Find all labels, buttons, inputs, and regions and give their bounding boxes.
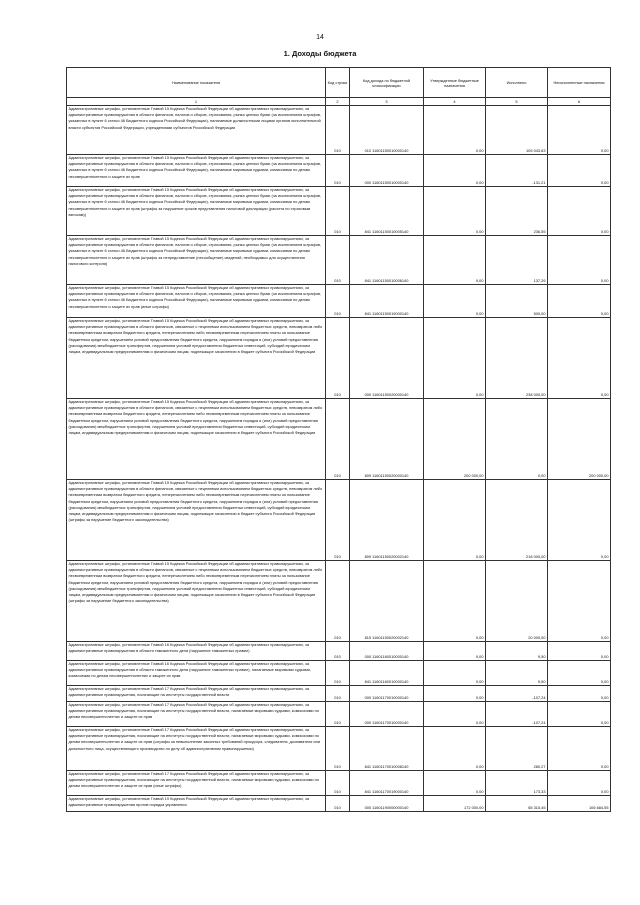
row-income-code-cell: 841 11601160010000140 — [350, 661, 424, 686]
row-name-cell: Административные штрафы, установленные Главой 16 Кодекса Российской Федерации об административных правонарушениях, за административные правонарушения в области таможенного дела (нарушение таможенных правил) — [67, 642, 326, 661]
row-name-cell: Административные штрафы, установленные Главой 15 Кодекса Российской Федерации об административных правонарушениях, за административные правонарушения в области финансов, налогов и сборов, страхования, рынка ценных бумаг (за исключением штрафов, указанных в пункте 6 статьи 46 Бюджетного кодекса Российской Федерации), налагаемые мировыми судьями, комиссиями по делам несовершеннолетних и защите их прав (штрафы за нарушение сроков представления налоговой декларации (расчета по страховым взносам)) — [67, 187, 326, 236]
header-remaining: Неисполненные назначения — [548, 68, 611, 98]
column-number-row — [67, 98, 611, 106]
budget-income-table — [66, 67, 611, 812]
row-executed-cell: 236,55 — [486, 187, 548, 236]
row-approved-cell: 0,00 — [424, 561, 486, 642]
table-row — [67, 285, 611, 318]
row-approved-cell: 0,00 — [424, 187, 486, 236]
row-executed-cell: 65 315,45 — [486, 796, 548, 812]
row-name-cell: Административные штрафы, установленные Главой 17 Кодекса Российской Федерации об административных правонарушениях, за административные правонарушения, посягающие на институты государственной власти, налагаемые мировыми судьями, комиссиями по делам несовершеннолетних и защите их прав — [67, 702, 326, 727]
row-approved-cell: 172 000,00 — [424, 796, 486, 812]
row-name-cell: Административные штрафы, установленные Главой 15 Кодекса Российской Федерации об административных правонарушениях, за административные правонарушения в области финансов, налогов и сборов, страхования, рынка ценных бумаг (за исключением штрафов, указанных в пункте 6 статьи 46 Бюджетного кодекса Российской Федерации), налагаемые мировыми судьями, комиссиями по делам несовершеннолетних и защите их прав (иные штрафы) — [67, 285, 326, 318]
row-approved-cell: 0,00 — [424, 285, 486, 318]
table-row — [67, 796, 611, 812]
row-remaining-cell: 0,00 — [548, 187, 611, 236]
header-line-code: Код строки — [326, 68, 350, 98]
row-income-code-cell: 841 11601150010006140 — [350, 236, 424, 285]
row-income-code-cell: 841 11601170010008140 — [350, 727, 424, 771]
row-name-cell: Административные штрафы, установленные Главой 15 Кодекса Российской Федерации об административных правонарушениях, за административные правонарушения в области финансов, связанные с нецелевым использованием бюджетных средств, невозвратом либо несвоевременным возвратом бюджетного кредита, неперечислением либо несвоевременным перечислением платы за пользование бюджетным кредитом, нарушением условий предоставления бюджетного кредита, нарушением порядка и (или) условий предоставления (расходования) межбюджетных трансфертов, нарушением условий предоставления бюджетных инвестиций, субсидий юридическим лицам, индивидуальным предпринимателям и физическим лицам, подлежащие зачислению в бюджет субъекта Российской Федерации (штрафы за нарушение бюджетного законодательства) — [67, 480, 326, 561]
row-remaining-cell: 0,00 — [548, 702, 611, 727]
row-income-code-cell: 841 11601150019000140 — [350, 285, 424, 318]
row-remaining-cell: 106 684,55 — [548, 796, 611, 812]
row-income-code-cell: 000 11601170010000140 — [350, 702, 424, 727]
row-executed-cell: -107,24 — [486, 686, 548, 702]
row-name-cell: Административные штрафы, установленные Главой 17 Кодекса Российской Федерации об административных правонарушениях, за административные правонарушения, посягающие на институты государственной власти, налагаемые мировыми судьями, комиссиями по делам несовершеннолетних и защите их прав (штрафы за невыполнение законных требований прокурора, следователя, дознавателя или должностного лица, осуществляющего производство по делу об административном правонарушении) — [67, 727, 326, 771]
row-remaining-cell: 0,00 — [548, 318, 611, 399]
table-row — [67, 771, 611, 796]
row-income-code-cell: 809 11601150020000140 — [350, 399, 424, 480]
row-remaining-cell: 0,00 — [548, 236, 611, 285]
row-name-cell: Административные штрафы, установленные Главой 15 Кодекса Российской Федерации об административных правонарушениях, за административные правонарушения в области финансов, связанные с нецелевым использованием бюджетных средств, невозвратом либо несвоевременным возвратом бюджетного кредита, неперечислением либо несвоевременным перечислением платы за пользование бюджетным кредитом, нарушением условий предоставления бюджетного кредита, нарушением порядка и (или) условий предоставления (расходования) межбюджетных трансфертов, нарушением условий предоставления бюджетных инвестиций, субсидий юридическим лицам, индивидуальным предпринимателям и физическим лицам, подлежащие зачислению в бюджет субъекта Российской Федерации — [67, 399, 326, 480]
row-name-cell: Административные штрафы, установленные Главой 16 Кодекса Российской Федерации об административных правонарушениях, за административные правонарушения в области таможенного дела (нарушение таможенных правил), налагаемые мировыми судьями, комиссиями по делам несовершеннолетних и защите их прав — [67, 661, 326, 686]
row-approved-cell: 0,00 — [424, 480, 486, 561]
header-income-code: Код дохода по бюджетной классификации — [350, 68, 424, 98]
row-remaining-cell: 0,00 — [548, 561, 611, 642]
table-header-row — [67, 68, 611, 98]
table-row — [67, 727, 611, 771]
row-line-code-cell: 010 — [326, 561, 350, 642]
row-remaining-cell: 0,00 — [548, 771, 611, 796]
row-line-code-cell: 010 — [326, 771, 350, 796]
row-income-code-cell: 809 11601150020002140 — [350, 480, 424, 561]
table-row — [67, 187, 611, 236]
page-title: 1. Доходы бюджета — [283, 49, 357, 58]
row-executed-cell: -107,24 — [486, 702, 548, 727]
row-executed-cell: 105 043,83 — [486, 106, 548, 155]
row-executed-cell: -131,21 — [486, 155, 548, 187]
row-name-cell: Административные штрафы, установленные Главой 19 Кодекса Российской Федерации об административных правонарушениях, за административные правонарушения против порядка управления — [67, 796, 326, 812]
row-executed-cell: 173,33 — [486, 771, 548, 796]
row-executed-cell: 137,26 — [486, 236, 548, 285]
header-name: Наименование показателя — [67, 68, 326, 98]
table-row — [67, 155, 611, 187]
row-line-code-cell: 010 — [326, 702, 350, 727]
row-income-code-cell: 010 11601150010000140 — [350, 106, 424, 155]
row-approved-cell: 0,00 — [424, 727, 486, 771]
row-remaining-cell: 0,00 — [548, 642, 611, 661]
row-remaining-cell: 0,00 — [548, 106, 611, 155]
row-line-code-cell: 010 — [326, 727, 350, 771]
table-row — [67, 642, 611, 661]
row-name-cell: Административные штрафы, установленные Главой 15 Кодекса Российской Федерации об административных правонарушениях, за административные правонарушения в области финансов, налогов и сборов, страхования, рынка ценных бумаг (за исключением штрафов, указанных в пункте 6 статьи 46 Бюджетного кодекса Российской Федерации), налагаемые мировыми судьями, комиссиями по делам несовершеннолетних и защите их прав (штрафы за непредставление (несообщение) сведений, необходимых для осуществления налогового контроля) — [67, 236, 326, 285]
page-number: 14 — [316, 34, 324, 41]
row-line-code-cell: 010 — [326, 285, 350, 318]
row-executed-cell: 280,27 — [486, 727, 548, 771]
row-approved-cell: 0,00 — [424, 236, 486, 285]
column-number: 6 — [548, 98, 611, 106]
row-approved-cell: 0,00 — [424, 155, 486, 187]
header-approved: Утвержденные бюджетные назначения — [424, 68, 486, 98]
row-income-code-cell: 841 11601150010005140 — [350, 187, 424, 236]
row-approved-cell: 0,00 — [424, 318, 486, 399]
row-line-code-cell: 010 — [326, 480, 350, 561]
row-name-cell: Административные штрафы, установленные Главой 17 Кодекса Российской Федерации об административных правонарушениях, за административные правонарушения, посягающие на институты государственной власти — [67, 686, 326, 702]
row-remaining-cell: 0,00 — [548, 285, 611, 318]
column-number: 5 — [486, 98, 548, 106]
row-line-code-cell: 010 — [326, 236, 350, 285]
row-income-code-cell: 000 11601170010000140 — [350, 686, 424, 702]
row-line-code-cell: 010 — [326, 155, 350, 187]
row-income-code-cell: 000 11601160010000140 — [350, 642, 424, 661]
row-name-cell: Административные штрафы, установленные Главой 15 Кодекса Российской Федерации об административных правонарушениях, за административные правонарушения в области финансов, связанные с нецелевым использованием бюджетных средств, невозвратом либо несвоевременным возвратом бюджетного кредита, неперечислением либо несвоевременным перечислением платы за пользование бюджетным кредитом, нарушением условий предоставления бюджетного кредита, нарушением порядка и (или) условий предоставления (расходования) межбюджетных трансфертов, нарушением условий предоставления бюджетных инвестиций, субсидий юридическим лицам, индивидуальным предпринимателям и физическим лицам, подлежащие зачислению в бюджет субъекта Российской Федерации (штрафы за нарушение бюджетного законодательства) — [67, 561, 326, 642]
row-approved-cell: 0,00 — [424, 106, 486, 155]
table-row — [67, 480, 611, 561]
row-name-cell: Административные штрафы, установленные Главой 15 Кодекса Российской Федерации об административных правонарушениях, за административные правонарушения в области финансов, налогов и сборов, страхования, рынка ценных бумаг (за исключением штрафов, указанных в пункте 6 статьи 46 Бюджетного кодекса Российской Федерации), налагаемые мировыми судьями, комиссиями по делам несовершеннолетних и защите их прав — [67, 155, 326, 187]
table-row — [67, 561, 611, 642]
row-executed-cell: 500,00 — [486, 285, 548, 318]
column-number: 1 — [67, 98, 326, 106]
row-income-code-cell: 815 11601150020002140 — [350, 561, 424, 642]
column-number: 2 — [326, 98, 350, 106]
row-line-code-cell: 010 — [326, 318, 350, 399]
row-remaining-cell: 200 000,00 — [548, 399, 611, 480]
row-name-cell: Административные штрафы, установленные Главой 17 Кодекса Российской Федерации об административных правонарушениях, за административные правонарушения, посягающие на институты государственной власти, налагаемые мировыми судьями, комиссиями по делам несовершеннолетних и защите их прав (иные штрафы) — [67, 771, 326, 796]
row-approved-cell: 0,00 — [424, 661, 486, 686]
row-approved-cell: 0,00 — [424, 686, 486, 702]
table-row — [67, 399, 611, 480]
row-income-code-cell: 000 11601190000000140 — [350, 796, 424, 812]
row-executed-cell: 9,50 — [486, 661, 548, 686]
row-remaining-cell: 0,00 — [548, 661, 611, 686]
row-line-code-cell: 010 — [326, 686, 350, 702]
header-executed: Исполнено — [486, 68, 548, 98]
row-line-code-cell: 010 — [326, 661, 350, 686]
table-row — [67, 318, 611, 399]
table-row — [67, 106, 611, 155]
row-executed-cell: 9,50 — [486, 642, 548, 661]
row-name-cell: Административные штрафы, установленные Главой 15 Кодекса Российской Федерации об административных правонарушениях, за административные правонарушения в области финансов, связанные с нецелевым использованием бюджетных средств, невозвратом либо несвоевременным возвратом бюджетного кредита, неперечислением либо несвоевременным перечислением платы за пользование бюджетным кредитом, нарушением условий предоставления бюджетного кредита, нарушением порядка и (или) условий предоставления (расходования) межбюджетных трансфертов, нарушением условий предоставления бюджетных инвестиций, субсидий юридическим лицам, индивидуальным предпринимателям и физическим лицам, подлежащие зачислению в бюджет субъекта Российской Федерации — [67, 318, 326, 399]
column-number: 4 — [424, 98, 486, 106]
row-line-code-cell: 010 — [326, 796, 350, 812]
table-row — [67, 702, 611, 727]
row-line-code-cell: 010 — [326, 187, 350, 236]
row-name-cell: Административные штрафы, установленные Главой 15 Кодекса Российской Федерации об административных правонарушениях, за административные правонарушения в области финансов, налогов и сборов, страхования, рынка ценных бумаг (за исключением штрафов, указанных в пункте 6 статьи 46 Бюджетного кодекса Российской Федерации), налагаемые должностными лицами органов исполнительной власти субъектов Российской Федерации, учреждениями субъектов Российской Федерации — [67, 106, 326, 155]
row-remaining-cell: 0,00 — [548, 480, 611, 561]
row-executed-cell: 20 000,00 — [486, 561, 548, 642]
table-row — [67, 686, 611, 702]
row-remaining-cell: 0,00 — [548, 686, 611, 702]
row-approved-cell: 0,00 — [424, 642, 486, 661]
row-executed-cell: 0,00 — [486, 399, 548, 480]
row-income-code-cell: 841 11601170019000140 — [350, 771, 424, 796]
row-approved-cell: 0,00 — [424, 771, 486, 796]
table-row — [67, 236, 611, 285]
column-number: 3 — [350, 98, 424, 106]
row-approved-cell: 0,00 — [424, 702, 486, 727]
row-income-code-cell: 000 11601150010000140 — [350, 155, 424, 187]
row-remaining-cell: 0,00 — [548, 155, 611, 187]
row-line-code-cell: 010 — [326, 106, 350, 155]
row-executed-cell: 238 000,00 — [486, 318, 548, 399]
row-income-code-cell: 000 11601150020000140 — [350, 318, 424, 399]
table-row — [67, 661, 611, 686]
row-line-code-cell: 010 — [326, 399, 350, 480]
row-approved-cell: 200 000,00 — [424, 399, 486, 480]
row-line-code-cell: 010 — [326, 642, 350, 661]
row-executed-cell: 218 000,00 — [486, 480, 548, 561]
row-remaining-cell: 0,00 — [548, 727, 611, 771]
